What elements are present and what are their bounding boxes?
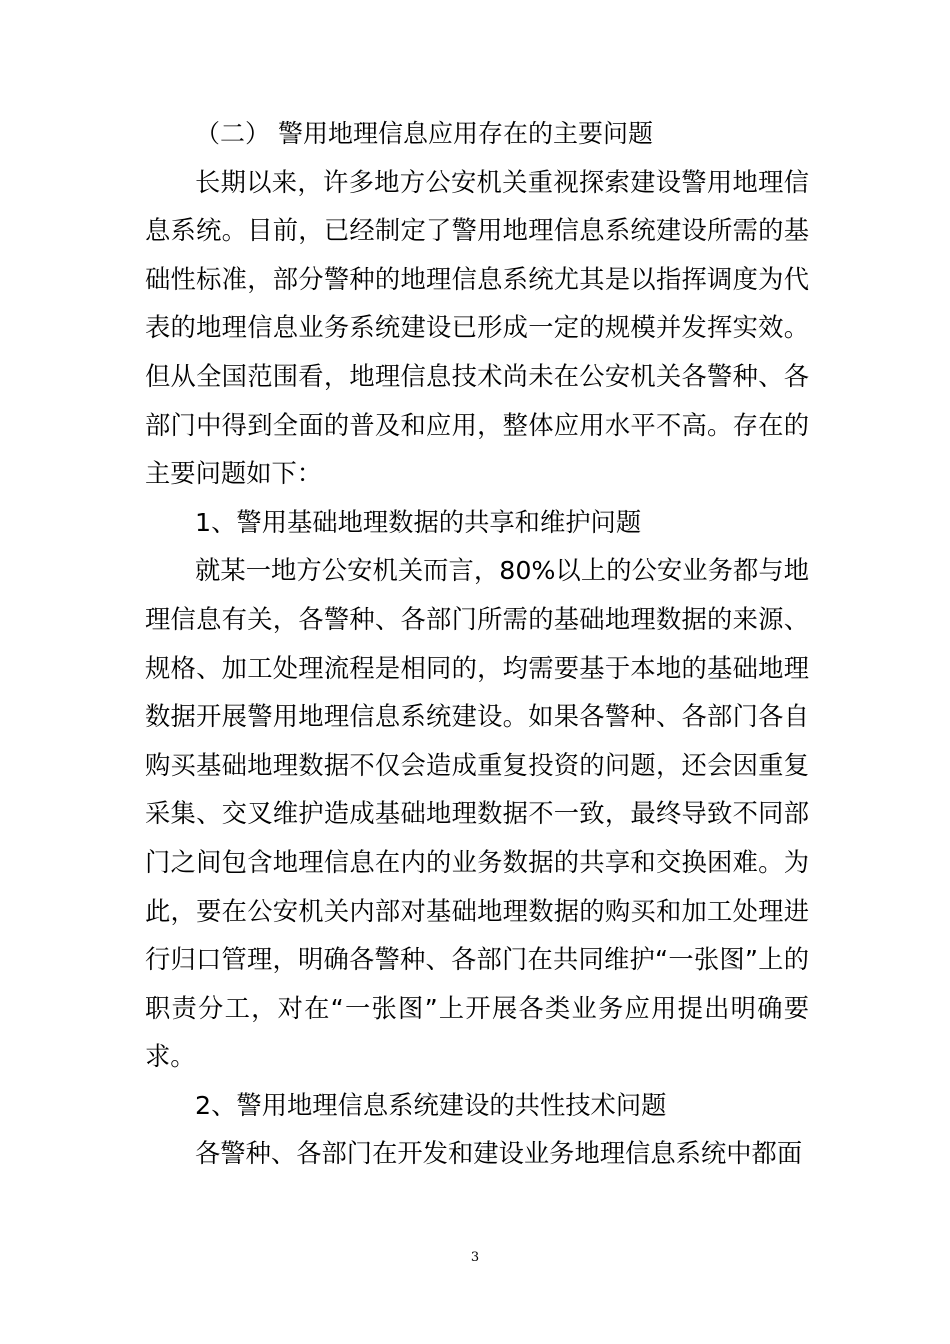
paragraph-data-sharing: 就某一地方公安机关而言，80%以上的公安业务都与地理信息有关，各警种、各部门所需的基础地理数据的来源、规格、加工处理流程是相同的，均需要基于本地的基础地理数据开展警用地理信息系统建设。如果各警种、各部门各自购买基础地理数据不仅会造成重复投资的问题，还会因重复采集、交叉维护造成基础地理数据不一致，最终导致不同部门之间包含地理信息在内的业务数据的共享和交换困难。为此，要在公安机关内部对基础地理数据的购买和加工处理进行归口管理，明确各警种、各部门在共同维护“一张图”上的职责分工，对在“一张图”上开展各类业务应用提出明确要求。: [145, 556, 809, 1072]
page-number: 3: [470, 1250, 480, 1265]
subheading-data-sharing: 1、警用基础地理数据的共享和维护问题: [195, 507, 642, 537]
section-heading: （二） 警用地理信息应用存在的主要问题: [195, 119, 653, 148]
paragraph-common-tech: 各警种、各部门在开发和建设业务地理信息系统中都面: [195, 1139, 803, 1169]
subheading-common-tech: 2、警用地理信息系统建设的共性技术问题: [195, 1090, 667, 1120]
document-body: [145, 110, 809, 1179]
paragraph-intro: 长期以来，许多地方公安机关重视探索建设警用地理信息系统。目前，已经制定了警用地理信息系统建设所需的基础性标准，部分警种的地理信息系统尤其是以指挥调度为代表的地理信息业务系统建设已形成一定的规模并发挥实效。但从全国范围看，地理信息技术尚未在公安机关各警种、各部门中得到全面的普及和应用，整体应用水平不高。存在的主要问题如下：: [145, 167, 809, 489]
